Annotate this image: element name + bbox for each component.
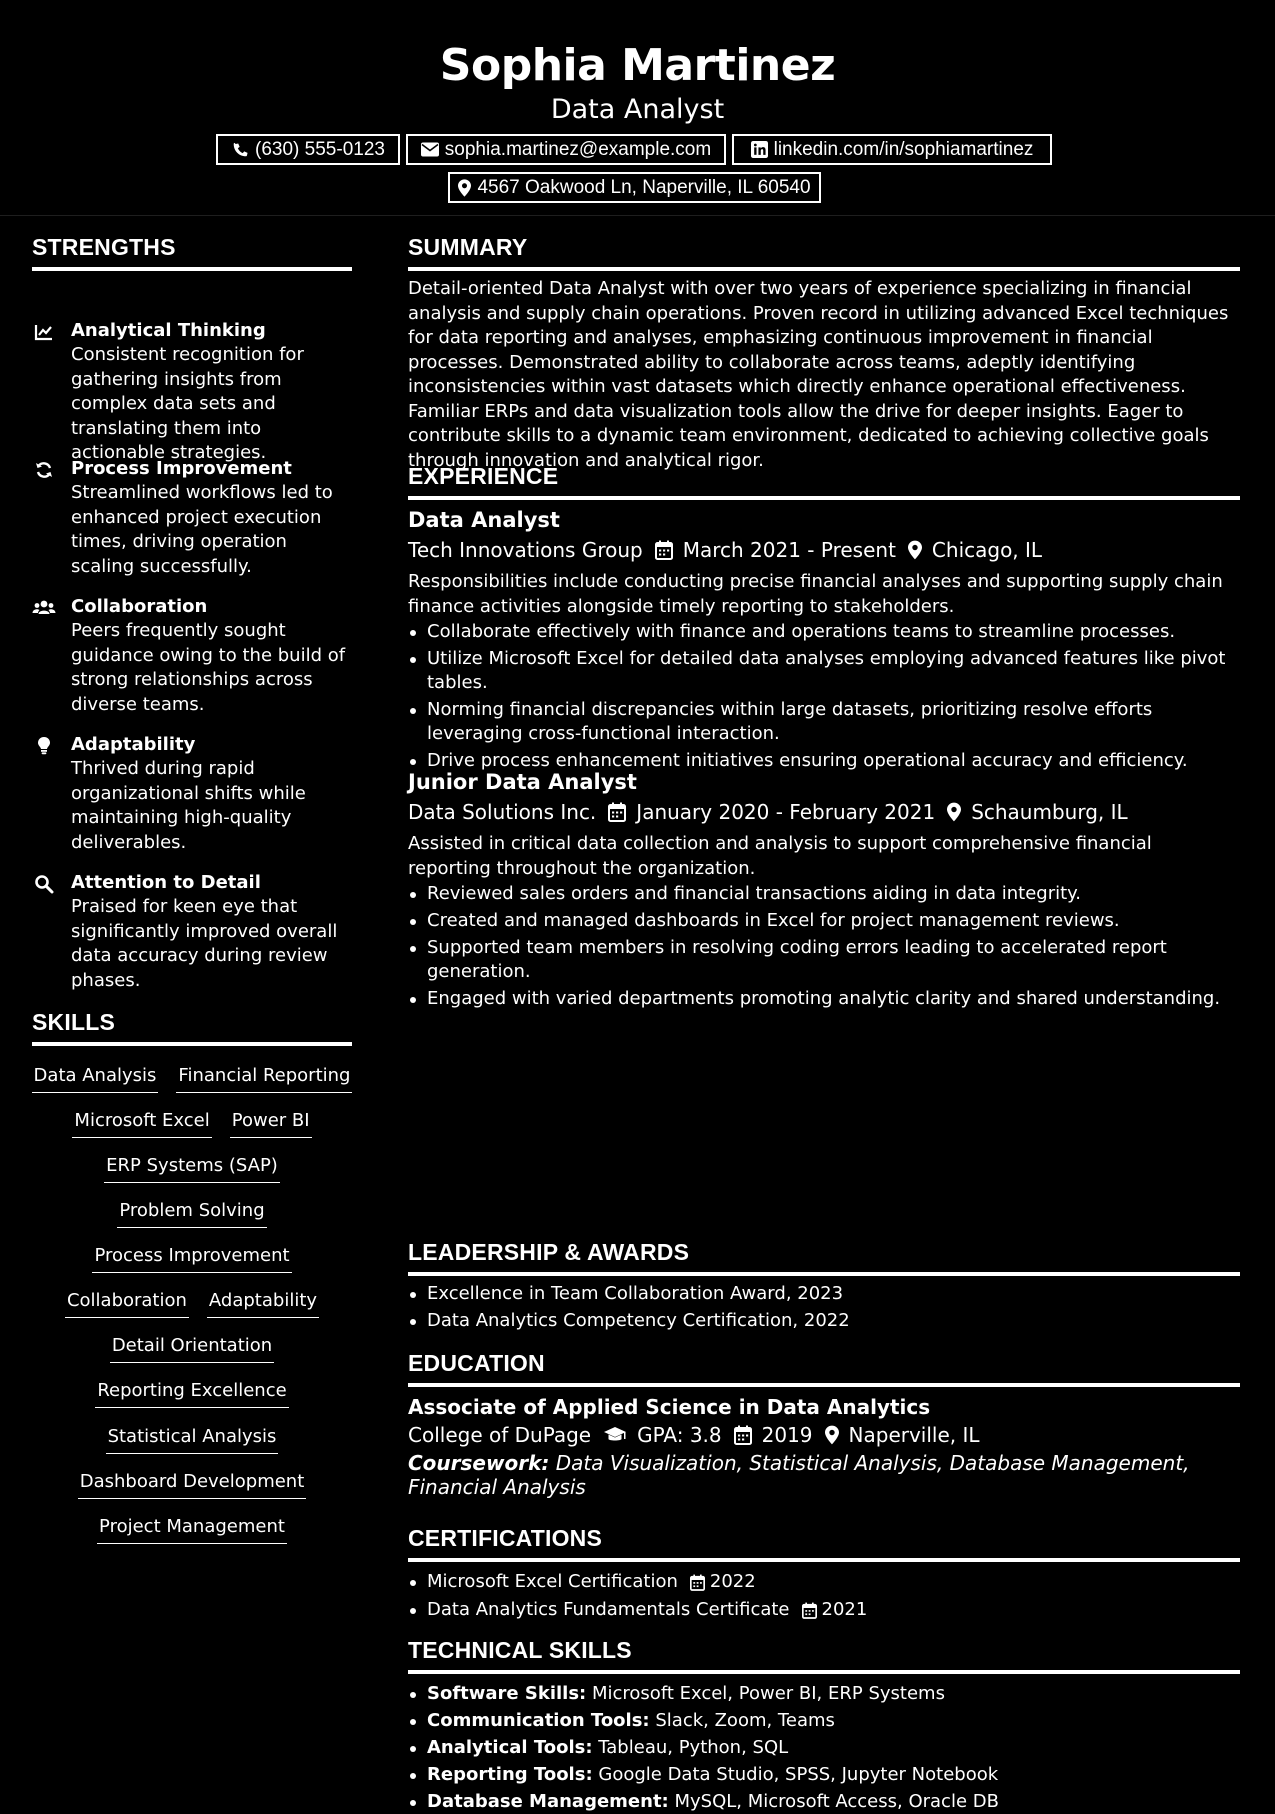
job-bullet: Supported team members in resolving coding errors leading to accelerated report generation.	[408, 936, 1240, 984]
phone-icon	[231, 141, 249, 159]
address-contact	[448, 172, 821, 203]
skills-heading: SKILLS	[32, 1009, 352, 1046]
strength-item	[32, 319, 352, 466]
coursework-text: Data Visualization, Statistical Analysis, Database Management, Financial Analysis	[408, 1451, 1190, 1499]
certification-year: 2021	[821, 1599, 868, 1620]
summary-heading: SUMMARY	[408, 234, 1240, 271]
strength-title: Analytical Thinking	[71, 320, 266, 341]
graduation-cap-icon	[603, 1426, 627, 1444]
calendar-icon	[802, 1602, 817, 1619]
technical-skill-item	[408, 1763, 1240, 1787]
education-meta	[408, 1423, 1240, 1447]
leadership-list	[408, 1282, 1240, 1333]
phone-text: (630) 555-0123	[255, 138, 385, 160]
map-marker-icon	[908, 540, 922, 560]
skill-tag: Microsoft Excel	[72, 1109, 211, 1138]
technical-skill-value: Google Data Studio, SPSS, Jupyter Notebook	[598, 1764, 999, 1785]
phone-contact[interactable]	[216, 134, 400, 165]
email-contact[interactable]	[406, 134, 726, 165]
strength-desc: Streamlined workflows led to enhanced project execution times, driving operation scaling successfully.	[71, 482, 333, 577]
technical-skill-label: Database Management:	[427, 1791, 669, 1812]
leadership-heading: LEADERSHIP & AWARDS	[408, 1239, 1240, 1276]
job-dates: January 2020 - February 2021	[636, 800, 936, 824]
job-title: Data Analyst	[408, 508, 560, 532]
strength-desc: Thrived during rapid organizational shifts while maintaining high-quality deliverables.	[71, 758, 306, 853]
skill-tag: Statistical Analysis	[106, 1425, 279, 1454]
strength-desc: Peers frequently sought guidance owing to the build of strong relationships across diverse teams.	[71, 620, 346, 715]
linkedin-icon	[751, 141, 768, 158]
skill-tag: Dashboard Development	[78, 1470, 307, 1499]
job-meta	[408, 538, 1240, 562]
skills-list	[32, 1046, 352, 1536]
certification-item	[408, 1570, 1240, 1594]
skill-tag: Reporting Excellence	[95, 1379, 288, 1408]
education-section	[408, 1350, 1240, 1499]
certifications-heading: CERTIFICATIONS	[408, 1525, 1240, 1562]
experience-heading: EXPERIENCE	[408, 463, 1240, 500]
technical-skills-heading: TECHNICAL SKILLS	[408, 1637, 1240, 1674]
job-bullets	[408, 882, 1240, 1011]
resume-header	[0, 0, 1275, 216]
technical-skill-item	[408, 1736, 1240, 1760]
leadership-section	[408, 1239, 1240, 1333]
education-location: Naperville, IL	[848, 1423, 980, 1447]
technical-skill-label: Software Skills:	[427, 1683, 587, 1704]
education-heading: EDUCATION	[408, 1350, 1240, 1387]
technical-skill-label: Reporting Tools:	[427, 1764, 593, 1785]
skill-tag: Data Analysis	[32, 1064, 159, 1093]
certifications-list	[408, 1570, 1240, 1622]
map-marker-icon	[947, 802, 961, 822]
education-year: 2019	[761, 1423, 813, 1447]
calendar-icon	[655, 540, 673, 560]
certifications-section	[408, 1525, 1240, 1622]
leadership-item: Excellence in Team Collaboration Award, 2023	[408, 1282, 1240, 1306]
job-bullet: Created and managed dashboards in Excel for project management reviews.	[408, 909, 1240, 933]
skill-tag: Process Improvement	[92, 1244, 291, 1273]
coursework-label: Coursework:	[408, 1451, 550, 1475]
skill-tag: Detail Orientation	[110, 1334, 274, 1363]
sync-icon	[34, 460, 54, 480]
skill-tag: Collaboration	[65, 1289, 189, 1318]
job-bullet: Drive process enhancement initiatives ensuring operational accuracy and efficiency.	[408, 749, 1240, 773]
skill-tag: Problem Solving	[117, 1199, 266, 1228]
experience-section	[408, 463, 1240, 500]
email-text: sophia.martinez@example.com	[444, 138, 712, 160]
technical-skill-value: MySQL, Microsoft Access, Oracle DB	[674, 1791, 999, 1812]
left-column	[32, 234, 352, 1536]
job-dates: March 2021 - Present	[682, 538, 896, 562]
search-icon	[34, 874, 54, 894]
map-marker-icon	[825, 1425, 839, 1445]
map-marker-icon	[458, 179, 471, 197]
technical-skill-label: Analytical Tools:	[427, 1737, 593, 1758]
certification-name: Microsoft Excel Certification	[427, 1571, 678, 1592]
lightbulb-icon	[34, 736, 54, 756]
education-gpa: GPA: 3.8	[637, 1423, 722, 1447]
education-degree: Associate of Applied Science in Data Analytics	[408, 1395, 931, 1419]
skill-tag: ERP Systems (SAP)	[104, 1154, 280, 1183]
job-title: Junior Data Analyst	[408, 770, 637, 794]
job-bullet: Utilize Microsoft Excel for detailed data analyses employing advanced features like pivot tables.	[408, 647, 1240, 695]
certification-year: 2022	[709, 1571, 756, 1592]
strength-title: Attention to Detail	[71, 872, 261, 893]
certification-item	[408, 1598, 1240, 1622]
technical-skill-value: Tableau, Python, SQL	[598, 1737, 789, 1758]
job-meta	[408, 800, 1240, 824]
summary-text: Detail-oriented Data Analyst with over two years of experience specializing in financial analysis and supply chain operations. Proven record in utilizing advanced Excel techniques for data reporting and analyses, emphasizing continuous improvement in financial processes. Demonstrated ability to collaborate across teams, adeptly identifying inconsistencies within vast datasets which directly enhance operational effectiveness. Familiar ERPs and data visualization tools allow the drive for deeper insights. Eager to contribute skills to a dynamic team environment, dedicated to achieving collective goals through innovation and analytical rigor.	[408, 278, 1229, 471]
technical-skill-item	[408, 1790, 1240, 1814]
strength-title: Process Improvement	[71, 458, 292, 479]
linkedin-contact[interactable]	[732, 134, 1052, 165]
job-company: Data Solutions Inc.	[408, 800, 597, 824]
strength-item	[32, 595, 352, 717]
job-bullet: Engaged with varied departments promoting analytic clarity and shared understanding.	[408, 987, 1240, 1011]
job-location: Schaumburg, IL	[971, 800, 1128, 824]
leadership-item: Data Analytics Competency Certification, 2022	[408, 1309, 1240, 1333]
technical-skill-value: Microsoft Excel, Power BI, ERP Systems	[591, 1683, 945, 1704]
technical-skill-label: Communication Tools:	[427, 1710, 650, 1731]
strength-item	[32, 457, 352, 579]
candidate-name: Sophia Martinez	[439, 40, 836, 91]
job-entry	[408, 770, 1240, 1011]
skill-tag: Financial Reporting	[176, 1064, 352, 1093]
calendar-icon	[734, 1425, 752, 1445]
envelope-icon	[421, 142, 439, 157]
education-coursework	[408, 1451, 1240, 1499]
job-bullet: Norming financial discrepancies within large datasets, prioritizing resolve efforts leveraging cross-functional interaction.	[408, 698, 1240, 746]
technical-skill-value: Slack, Zoom, Teams	[655, 1710, 835, 1731]
summary-section	[408, 234, 1240, 473]
technical-skills-list	[408, 1682, 1240, 1814]
job-description: Responsibilities include conducting precise financial analyses and supporting supply chain finance activities alongside timely reporting to stakeholders.	[408, 571, 1223, 617]
job-entry	[408, 508, 1240, 773]
strength-desc: Consistent recognition for gathering insights from complex data sets and translating them into actionable strategies.	[71, 344, 304, 463]
users-icon	[32, 598, 56, 618]
job-bullet: Collaborate effectively with finance and operations teams to streamline processes.	[408, 620, 1240, 644]
linkedin-text: linkedin.com/in/sophiamartinez	[773, 138, 1034, 160]
job-location: Chicago, IL	[931, 538, 1043, 562]
strength-item	[32, 733, 352, 855]
technical-skill-item	[408, 1682, 1240, 1706]
job-bullets	[408, 620, 1240, 773]
strength-title: Collaboration	[71, 596, 208, 617]
technical-skills-section	[408, 1637, 1240, 1814]
technical-skill-item	[408, 1709, 1240, 1733]
strength-desc: Praised for keen eye that significantly improved overall data accuracy during review phases.	[71, 896, 338, 991]
calendar-icon	[608, 802, 626, 822]
strengths-heading: STRENGTHS	[32, 234, 352, 271]
strength-item	[32, 871, 352, 993]
chart-line-icon	[34, 322, 54, 342]
job-bullet: Reviewed sales orders and financial transactions aiding in data integrity.	[408, 882, 1240, 906]
skill-tag: Power BI	[230, 1109, 312, 1138]
skill-tag: Adaptability	[207, 1289, 319, 1318]
candidate-title: Data Analyst	[550, 94, 725, 125]
address-text: 4567 Oakwood Ln, Naperville, IL 60540	[477, 176, 811, 198]
certification-name: Data Analytics Fundamentals Certificate	[427, 1599, 790, 1620]
job-company: Tech Innovations Group	[408, 538, 643, 562]
skill-tag: Project Management	[97, 1515, 287, 1544]
strength-title: Adaptability	[71, 734, 196, 755]
calendar-icon	[690, 1574, 705, 1591]
education-school: College of DuPage	[408, 1423, 592, 1447]
job-description: Assisted in critical data collection and analysis to support comprehensive financial reporting throughout the organization.	[408, 833, 1152, 879]
